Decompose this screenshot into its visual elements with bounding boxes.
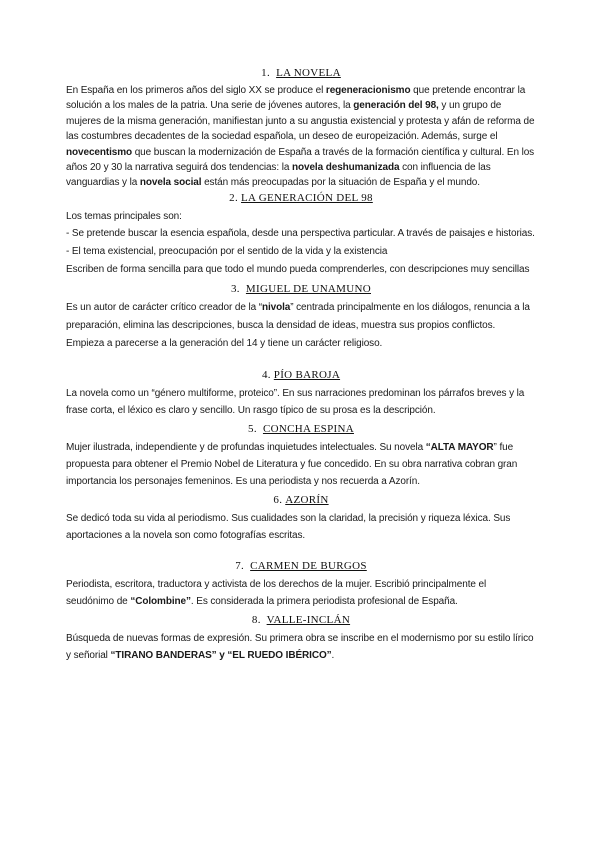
section-heading-unamuno	[66, 282, 536, 296]
paragraph: La novela como un “género multiforme, proteico”. En sus narraciones predominan los párrafos breves y la frase corta, el léxico es claro y sencillo. Un rasgo típico de su prosa es la descripción.	[66, 387, 525, 416]
paragraph: En España en los primeros años del siglo XX se produce el regeneracionismo que pretende encontrar la solución a los males de la patria. Una serie de jóvenes autores, la generación del 98, y un grupo de mujeres de la misma generación, manifiestan junto a su angustia existencial y protesta y afán de reforma de las costumbres decadentes de la sociedad española, un deseo de europeización. Además, surge el novecentismo que buscan la modernización de España a través de la formación científica y cultural. En los años 20 y 30 la narrativa seguirá dos tendencias: la novela deshumanizada con influencia de las vanguardias y la novela social están más preocupadas por la situación de España y el mundo.	[66, 85, 535, 189]
paragraph: Periodista, escritora, traductora y activista de los derechos de la mujer. Escribió principalmente el seudónimo de “Colombine”. Es considerada la primera periodista profesional de España.	[66, 578, 487, 607]
paragraph: Es un autor de carácter crítico creador de la “nivola” centrada principalmente en los diálogos, renuncia a la preparación, elimina las descripciones, busca la densidad de ideas, muestra sus propios conflictos. Empieza a parecerse a la generación del 14 y tiene un carácter religioso.	[66, 301, 530, 349]
paragraph: Se dedicó toda su vida al periodismo. Sus cualidades son la claridad, la precisión y riqueza léxica. Sus aportaciones a la novela son como fotografías escritas.	[66, 512, 511, 541]
paragraph: - Se pretende buscar la esencia española, desde una perspectiva particular. A través de paisajes e historias.	[66, 227, 535, 239]
paragraph: Mujer ilustrada, independiente y de profundas inquietudes intelectuales. Su novela “ALTA MAYOR” fue propuesta para obtener el Premio Nobel de Literatura y fue concedido. En su obra narrativa cobran gran importancia los personajes femeninos. Es una periodista y nos recuerda a Azorín.	[66, 441, 518, 487]
section-number: 2.	[229, 191, 239, 204]
paragraph: Búsqueda de nuevas formas de expresión. Su primera obra se inscribe en el modernismo por su estilo lírico y señorial “TIRANO BANDERAS” y “EL RUEDO IBÉRICO”.	[66, 632, 534, 661]
document-content	[66, 66, 536, 664]
section-title: MIGUEL DE UNAMUNO	[245, 282, 371, 295]
section-heading-generacion-98	[66, 191, 536, 205]
section-number: 7.	[235, 559, 245, 572]
paragraph: - El tema existencial, preocupación por el sentido de la vida y la existencia	[66, 245, 388, 257]
section-number: 1.	[261, 67, 271, 79]
section-heading-concha-espina	[66, 422, 536, 436]
section-number: 6.	[273, 493, 283, 506]
section-title: LA GENERACIÓN DEL 98	[241, 191, 373, 204]
section-title: CONCHA ESPINA	[262, 422, 354, 435]
paragraph: Los temas principales son:	[66, 210, 182, 222]
section-heading-azorin	[66, 493, 536, 507]
section-number: 5.	[248, 422, 257, 435]
section-number: 8.	[251, 613, 261, 626]
section-heading-la-novela	[66, 66, 536, 80]
section-title: LA NOVELA	[276, 67, 341, 79]
section-heading-carmen-de-burgos	[66, 559, 536, 573]
section-number: 3.	[231, 282, 240, 295]
section-number: 4.	[261, 368, 271, 381]
section-heading-valle-inclan	[66, 613, 536, 627]
section-heading-pio-baroja	[66, 368, 536, 382]
section-title: AZORÍN	[285, 493, 329, 506]
section-title: PÍO BAROJA	[273, 368, 341, 381]
section-title: VALLE-INCLÁN	[266, 613, 351, 626]
paragraph: Escriben de forma sencilla para que todo el mundo pueda comprenderles, con descripciones muy sencillas	[66, 263, 530, 275]
section-title: CARMEN DE BURGOS	[250, 559, 367, 572]
